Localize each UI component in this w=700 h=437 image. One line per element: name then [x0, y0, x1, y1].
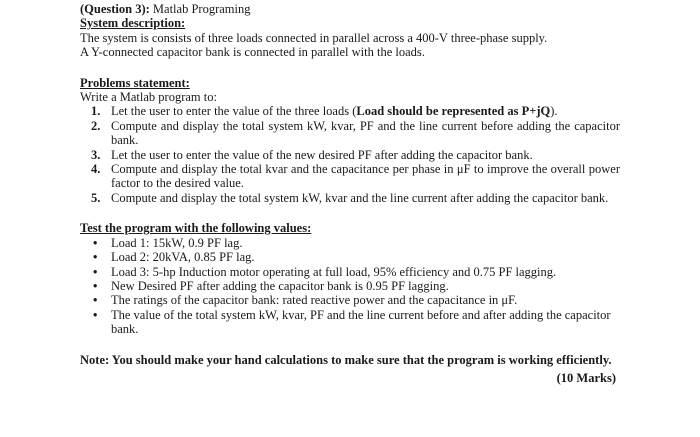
test-text: Load 2: 20kVA, 0.85 PF lag.	[111, 250, 255, 265]
problems-list	[80, 104, 620, 205]
bullet-icon: •	[93, 250, 98, 265]
question-title-line	[80, 2, 620, 16]
problem-text-end: ).	[550, 104, 558, 119]
test-item	[93, 307, 620, 337]
tests-heading: Test the program with the following values:	[80, 221, 312, 236]
system-line-2: A Y-connected capacitor bank is connected in parallel with the loads.	[80, 45, 425, 60]
problem-text: Compute and display the total system kW, kvar, PF and the line current before adding the capacitor bank.	[111, 118, 620, 148]
problems-intro: Write a Matlab program to:	[80, 90, 217, 105]
tests-list	[80, 236, 620, 337]
problem-text: Compute and display the total kvar and the capacitance per phase in μF to improve the overall power factor to the desired value.	[111, 162, 620, 191]
problem-number: 2.	[91, 118, 101, 133]
bullet-icon: •	[93, 293, 98, 308]
problem-text: Let the user to enter the value of the three loads (	[111, 104, 357, 119]
bullet-icon: •	[93, 235, 98, 250]
problem-number: 1.	[91, 104, 101, 119]
problem-text-bold: Load should be represented as P+jQ	[356, 104, 551, 119]
problem-item	[91, 162, 620, 191]
test-text: Load 3: 5-hp Induction motor operating at full load, 95% efficiency and 0.75 PF lagging.	[111, 264, 557, 279]
system-line-1: The system is consists of three loads connected in parallel across a 400-V three-phase supply.	[80, 30, 548, 45]
system-heading: System description:	[80, 16, 186, 31]
problem-number: 4.	[91, 162, 101, 177]
test-text: The ratings of the capacitor bank: rated reactive power and the capacitance in μF.	[111, 293, 518, 308]
problem-number: 5.	[91, 190, 101, 205]
bullet-icon: •	[93, 264, 98, 279]
problem-text: Let the user to enter the value of the new desired PF after adding the capacitor bank.	[111, 147, 533, 162]
question-content	[80, 2, 620, 385]
test-item	[93, 293, 620, 308]
note-text: Note: You should make your hand calculations to make sure that the program is working efficiently.	[80, 352, 612, 367]
problem-item	[91, 147, 620, 162]
test-item	[93, 278, 620, 293]
problem-item	[91, 190, 620, 205]
problem-number: 3.	[91, 147, 101, 162]
problem-item	[91, 104, 620, 119]
test-item	[93, 250, 620, 265]
problem-item	[91, 118, 620, 148]
test-text: Load 1: 15kW, 0.9 PF lag.	[111, 235, 243, 250]
test-item	[93, 264, 620, 279]
problem-text: Compute and display the total system kW, kvar and the line current after adding the capacitor bank.	[111, 190, 609, 205]
test-text: The value of the total system kW, kvar, PF and the line current before and after adding the capacitor bank.	[111, 307, 611, 337]
problems-heading: Problems statement:	[80, 75, 190, 90]
marks-label: (10 Marks)	[556, 370, 616, 385]
test-text: New Desired PF after adding the capacitor bank is 0.95 PF lagging.	[111, 278, 449, 293]
bullet-icon: •	[93, 307, 98, 322]
question-label: (Question 3):	[80, 2, 150, 16]
test-item	[93, 235, 620, 250]
question-title: Matlab Programing	[149, 2, 251, 16]
bullet-icon: •	[93, 278, 98, 293]
